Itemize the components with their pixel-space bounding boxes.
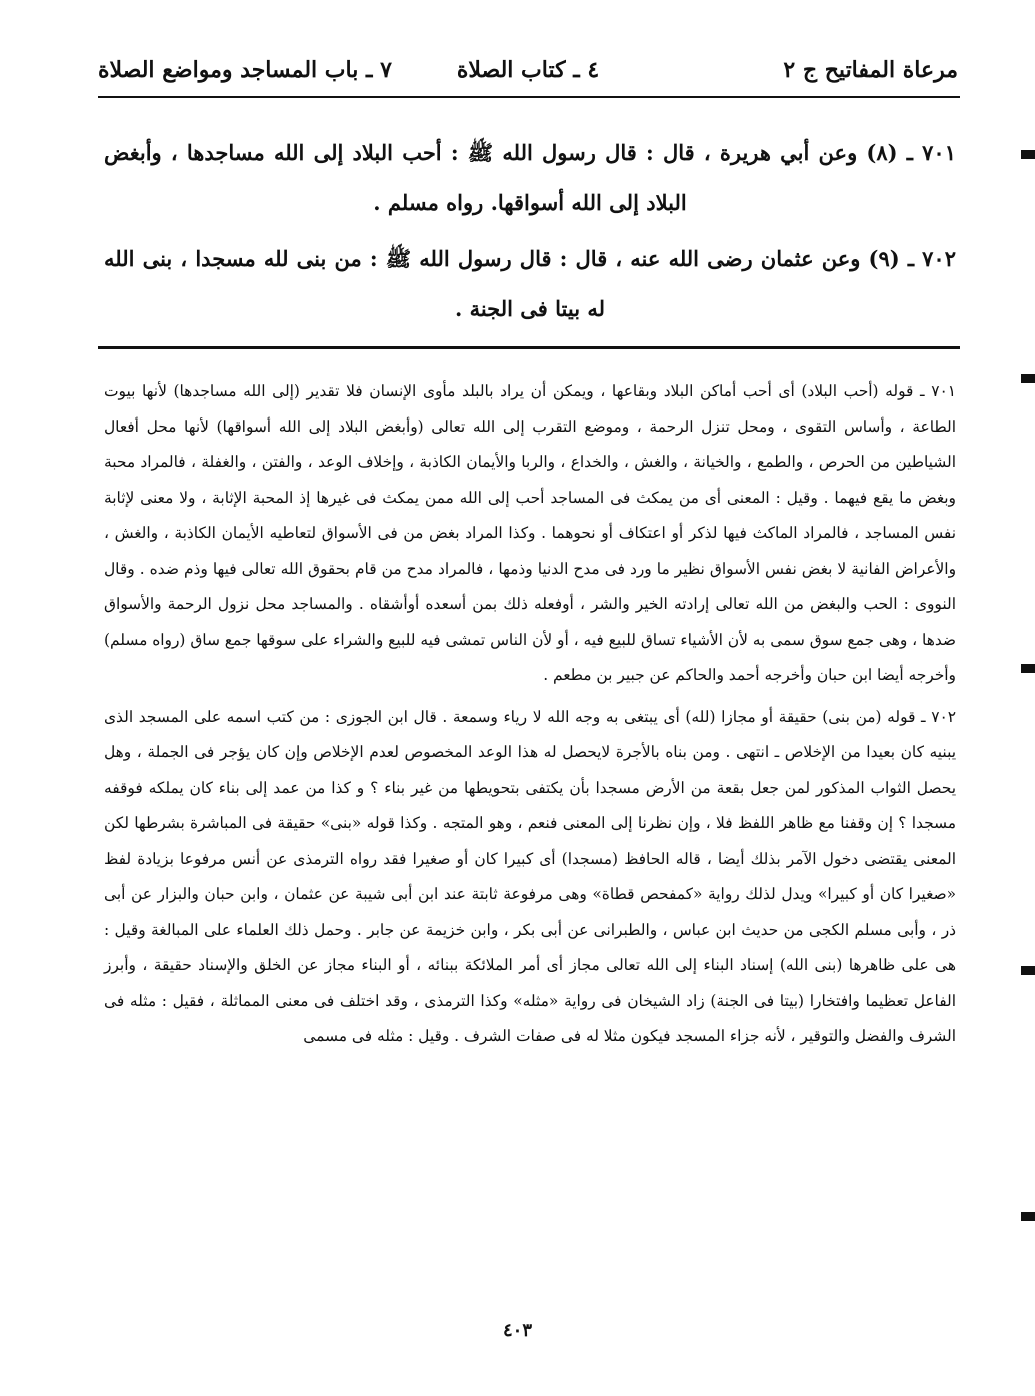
- book-title: مرعاة المفاتيح ج ٢: [783, 57, 958, 83]
- hadith-701: ٧٠١ ـ (٨) وعن أبي هريرة ، قال : قال رسول الله ﷺ : أحب البلاد إلى الله مساجدها ، وأبغض البلاد إلى الله أسواقها. رواه مسلم .: [104, 140, 956, 215]
- header-rule: [98, 96, 960, 98]
- scan-edge-mark: [1021, 374, 1035, 383]
- page-number: ٤٠٣: [502, 1320, 532, 1341]
- running-header: [98, 52, 958, 88]
- scan-edge-mark: [1021, 1212, 1035, 1221]
- hadith-text-block: [104, 128, 956, 334]
- section-divider: [98, 346, 960, 349]
- scan-edge-mark: [1021, 150, 1035, 159]
- commentary-701: ٧٠١ ـ قوله (أحب البلاد) أى أحب أماكن البلاد وبقاعها ، ويمكن أن يراد بالبلد مأوى الإنسان فلا تقدير (إلى الله مساجدها) لأنها بيوت الطاعة ، وأساس التقوى ، ومحل تنزل الرحمة ، وموضع التقرب إلى الله تعالى (وأبغض البلاد إلى الله أسواقها) لأنها محل أفعال الشياطين من الحرص ، والطمع ، والخيانة ، والغش ، والخداع ، والربا والأيمان الكاذبة ، وإخلاف الوعد ، والفتن ، والغفلة ، فالمراد محبة وبغض ما يقع فيهما . وقيل : المعنى أى من يمكث فى المساجد أحب إلى الله ممن يمكث فى غيرها إذ المحبة الإثابة ، ولا معنى لإثابة نفس المساجد ، فالمراد الماكث فيها لذكر أو اعتكاف أو نحوهما . وكذا المراد بغض من فى الأسواق لتعاطيه الأيمان الكاذبة ، والغش ، والأعراض الفانية لا بغض نفس الأسواق نظير ما ورد فى مدح الدنيا وذمها ، فالمراد مدح من قام بحقوق الله تعالى فيها وذم ضده . وقال النووى : الحب والبغض من الله تعالى إرادته الخير والشر ، أوفعله ذلك بمن أسعده أوأشقاه . والمساجد محل نزول الرحمة والأسواق ضدها ، وهى جمع سوق سمى به لأن الأشياء تساق للبيع فيه ، أو لأن الناس تمشى فيه للبيع والشراء على سوقها جمع ساق (رواه مسلم) وأخرجه أيضا ابن حبان وأخرجه أحمد والحاكم عن جبير بن مطعم .: [104, 382, 956, 684]
- bab-title: ٧ ـ باب المساجد ومواضع الصلاة: [98, 57, 392, 83]
- commentary-702: ٧٠٢ ـ قوله (من بنى) حقيقة أو مجازا (لله) أى يبتغى به وجه الله لا رياء وسمعة . قال ابن الجوزى : من كتب اسمه على المسجد الذى يبنيه كان بعيدا من الإخلاص ـ انتهى . ومن بناه بالأجرة لايحصل له هذا الوعد المخصوص لعدم الإخلاص وإن كان يؤجر فى الجملة ، وهل يحصل الثواب المذكور لمن جعل بقعة من الأرض مسجدا بأن يكتفى بتحويطها من غير بناء ؟ و كذا من عمد إلى بناء كان يملكه فوقفه مسجدا ؟ إن وقفنا مع ظاهر اللفظ فلا ، وإن نظرنا إلى المعنى فنعم ، وهو المتجه . وكذا قوله «بنى» حقيقة فى المباشرة بشرطها لكن المعنى يقتضى دخول الآمر بذلك أيضا ، قاله الحافظ (مسجدا) أى كبيرا كان أو صغيرا فقد رواه الترمذى عن أنس مرفوعا بزيادة لفظ «صغيرا كان أو كبيرا» ويدل لذلك رواية «كمفحص قطاة» وهى مرفوعة ثابتة عند ابن أبى شيبة عن عثمان ، وابن حبان والبزار عن أبى ذر ، وأبى مسلم الكجى من حديث ابن عباس ، والطبرانى عن أبى بكر ، وابن خزيمة عن جابر . وحمل ذلك العلماء على المبالغة وقيل : هى على ظاهرها (بنى الله) إسناد البناء إلى الله تعالى مجاز أى أمر الملائكة ببنائه ، أو البناء مجاز عن الخلق والإسناد حقيقة ، وأبرز الفاعل تعظيما وافتخارا (بيتا فى الجنة) زاد الشيخان فى رواية «مثله» وكذا الترمذى ، وقد اختلف فى معنى المماثلة ، فقيل : مثله فى الشرف والفضل والتوقير ، لأنه جزاء المسجد فيكون مثلا له فى صفات الشرف . وقيل : مثله فى مسمى: [104, 707, 956, 1045]
- kitab-title: ٤ ـ كتاب الصلاة: [456, 57, 600, 83]
- hadith-702: ٧٠٢ ـ (٩) وعن عثمان رضى الله عنه ، قال : قال رسول الله ﷺ : من بنى لله مسجدا ، بنى الله له بيتا فى الجنة .: [104, 246, 956, 321]
- commentary-block: [104, 374, 956, 1055]
- scan-edge-mark: [1021, 664, 1035, 673]
- scan-edge-mark: [1021, 966, 1035, 975]
